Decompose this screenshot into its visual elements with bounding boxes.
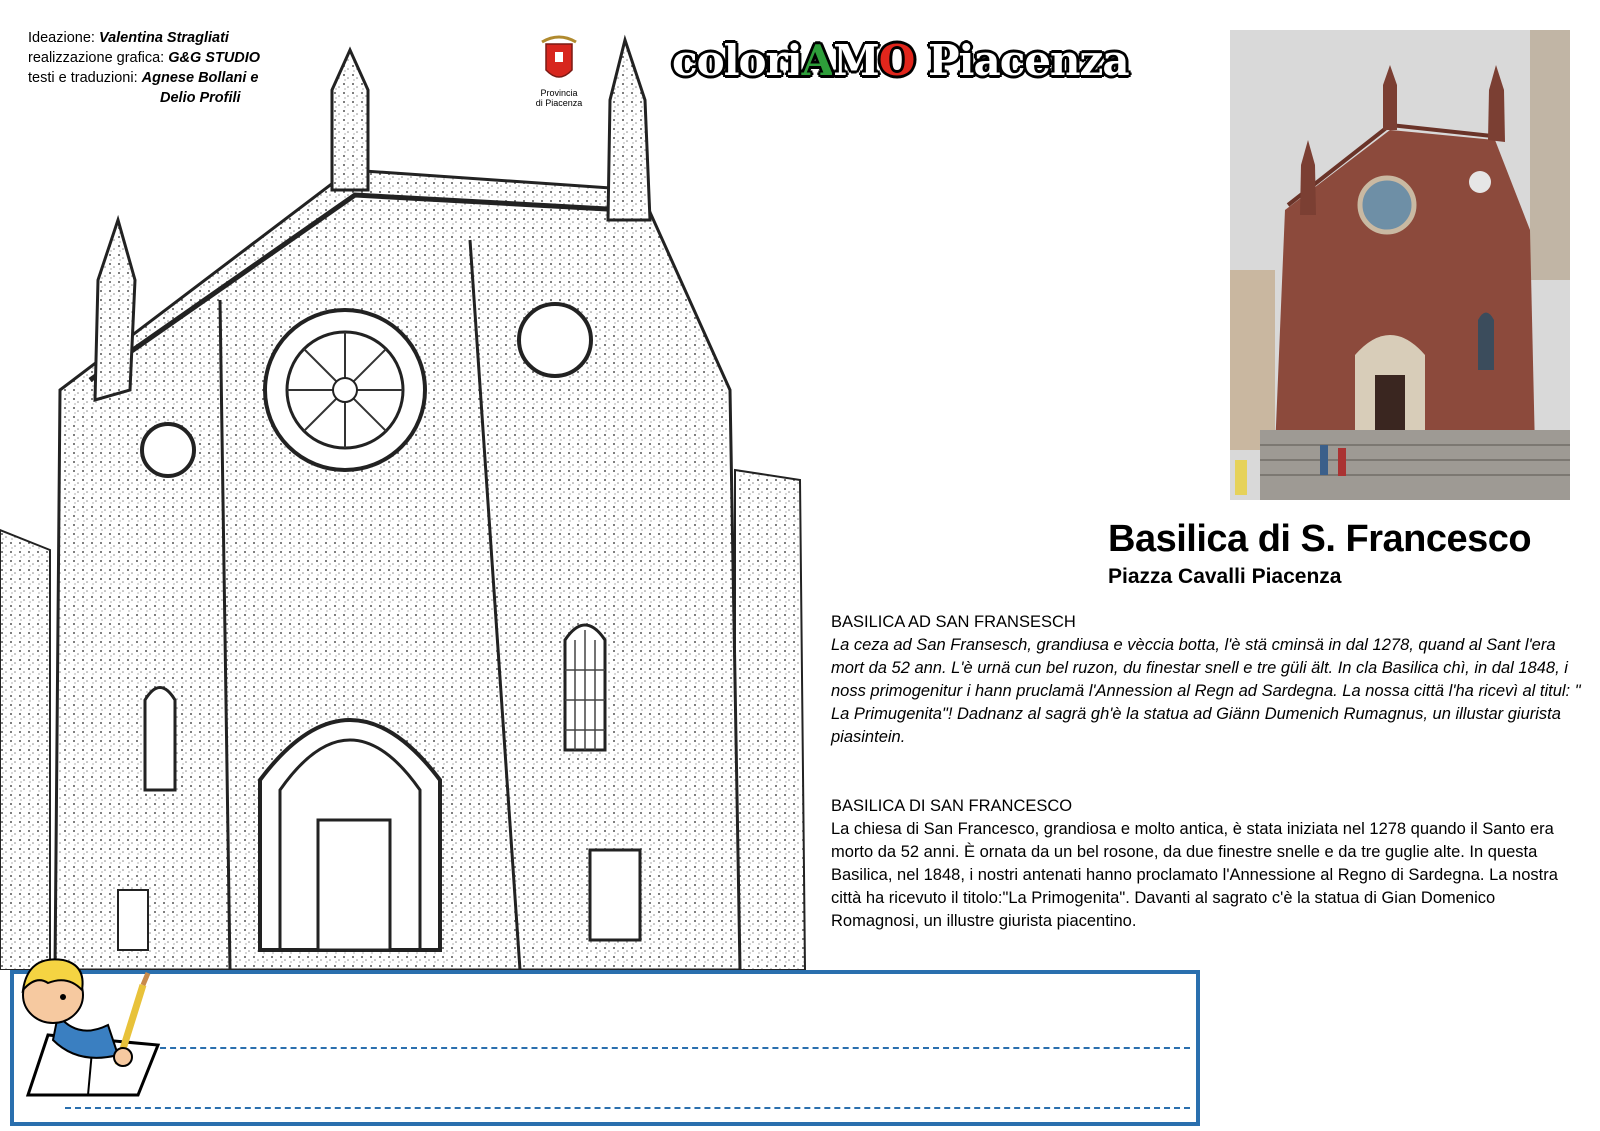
page-title: Basilica di S. Francesco xyxy=(1108,518,1532,560)
page-subtitle: Piazza Cavalli Piacenza xyxy=(1108,565,1342,588)
basilica-line-drawing xyxy=(0,10,810,970)
italian-text-block xyxy=(831,795,1581,933)
writing-line-1 xyxy=(150,1047,1190,1049)
dialect-heading: BASILICA AD SAN FRANSESCH xyxy=(831,613,1076,631)
brand-title: coloriAMO Piacenza xyxy=(672,36,1129,85)
italian-body: La chiesa di San Francesco, grandiosa e molto antica, è stata iniziata nel 1278 quando il Santo era morto da 52 anni. È ornata da un bel rosone, da due finestre snelle e da tre guglie alte. In questa Basilica, nel 1848, i nostri antenati hanno proclamato l'Annessione al Regno di Sardegna. La nostra città ha ricevuto il titolo:"La Primogenita". Davanti al sagrato c'è la statua di Gian Domenico Romagnosi, un illustre giurista piacentino. xyxy=(831,820,1558,930)
credit-texts: testi e traduzioni: Agnese Bollani e xyxy=(28,70,259,86)
provincia-crest-icon xyxy=(528,30,590,86)
provincia-logo xyxy=(528,30,590,116)
basilica-photo xyxy=(1230,30,1570,500)
credit-graphics: realizzazione grafica: G&G STUDIO xyxy=(28,50,261,66)
provincia-caption: Provincia di Piacenza xyxy=(535,88,583,108)
kid-writing-icon xyxy=(8,945,168,1100)
italian-heading: BASILICA DI SAN FRANCESCO xyxy=(831,797,1073,815)
writing-line-2 xyxy=(65,1107,1190,1109)
dialect-text-block xyxy=(831,611,1581,749)
dialect-body: La ceza ad San Fransesch, grandiusa e vèccia botta, l'è stä cminsä in dal 1278, quand al Sant l'era mort da 52 ann. L'è urnä cun bel ruzon, du finestar snell e tre güli ält. In cla Basilica chì, in dal 1848, i noss primogenitur i hann pruclamä l'Annession al Regn ad Sardegna. La nossa cittä l'ha ricevì al titul: " La Primugenita"! Dadnanz al sagrä gh'è la statua ad Giänn Dumenich Rumagnus, un illustar giurista piasintein. xyxy=(831,636,1581,746)
credit-idea: Ideazione: Valentina Stragliati xyxy=(28,30,229,46)
credit-texts-cont: Delio Profili xyxy=(160,90,241,106)
